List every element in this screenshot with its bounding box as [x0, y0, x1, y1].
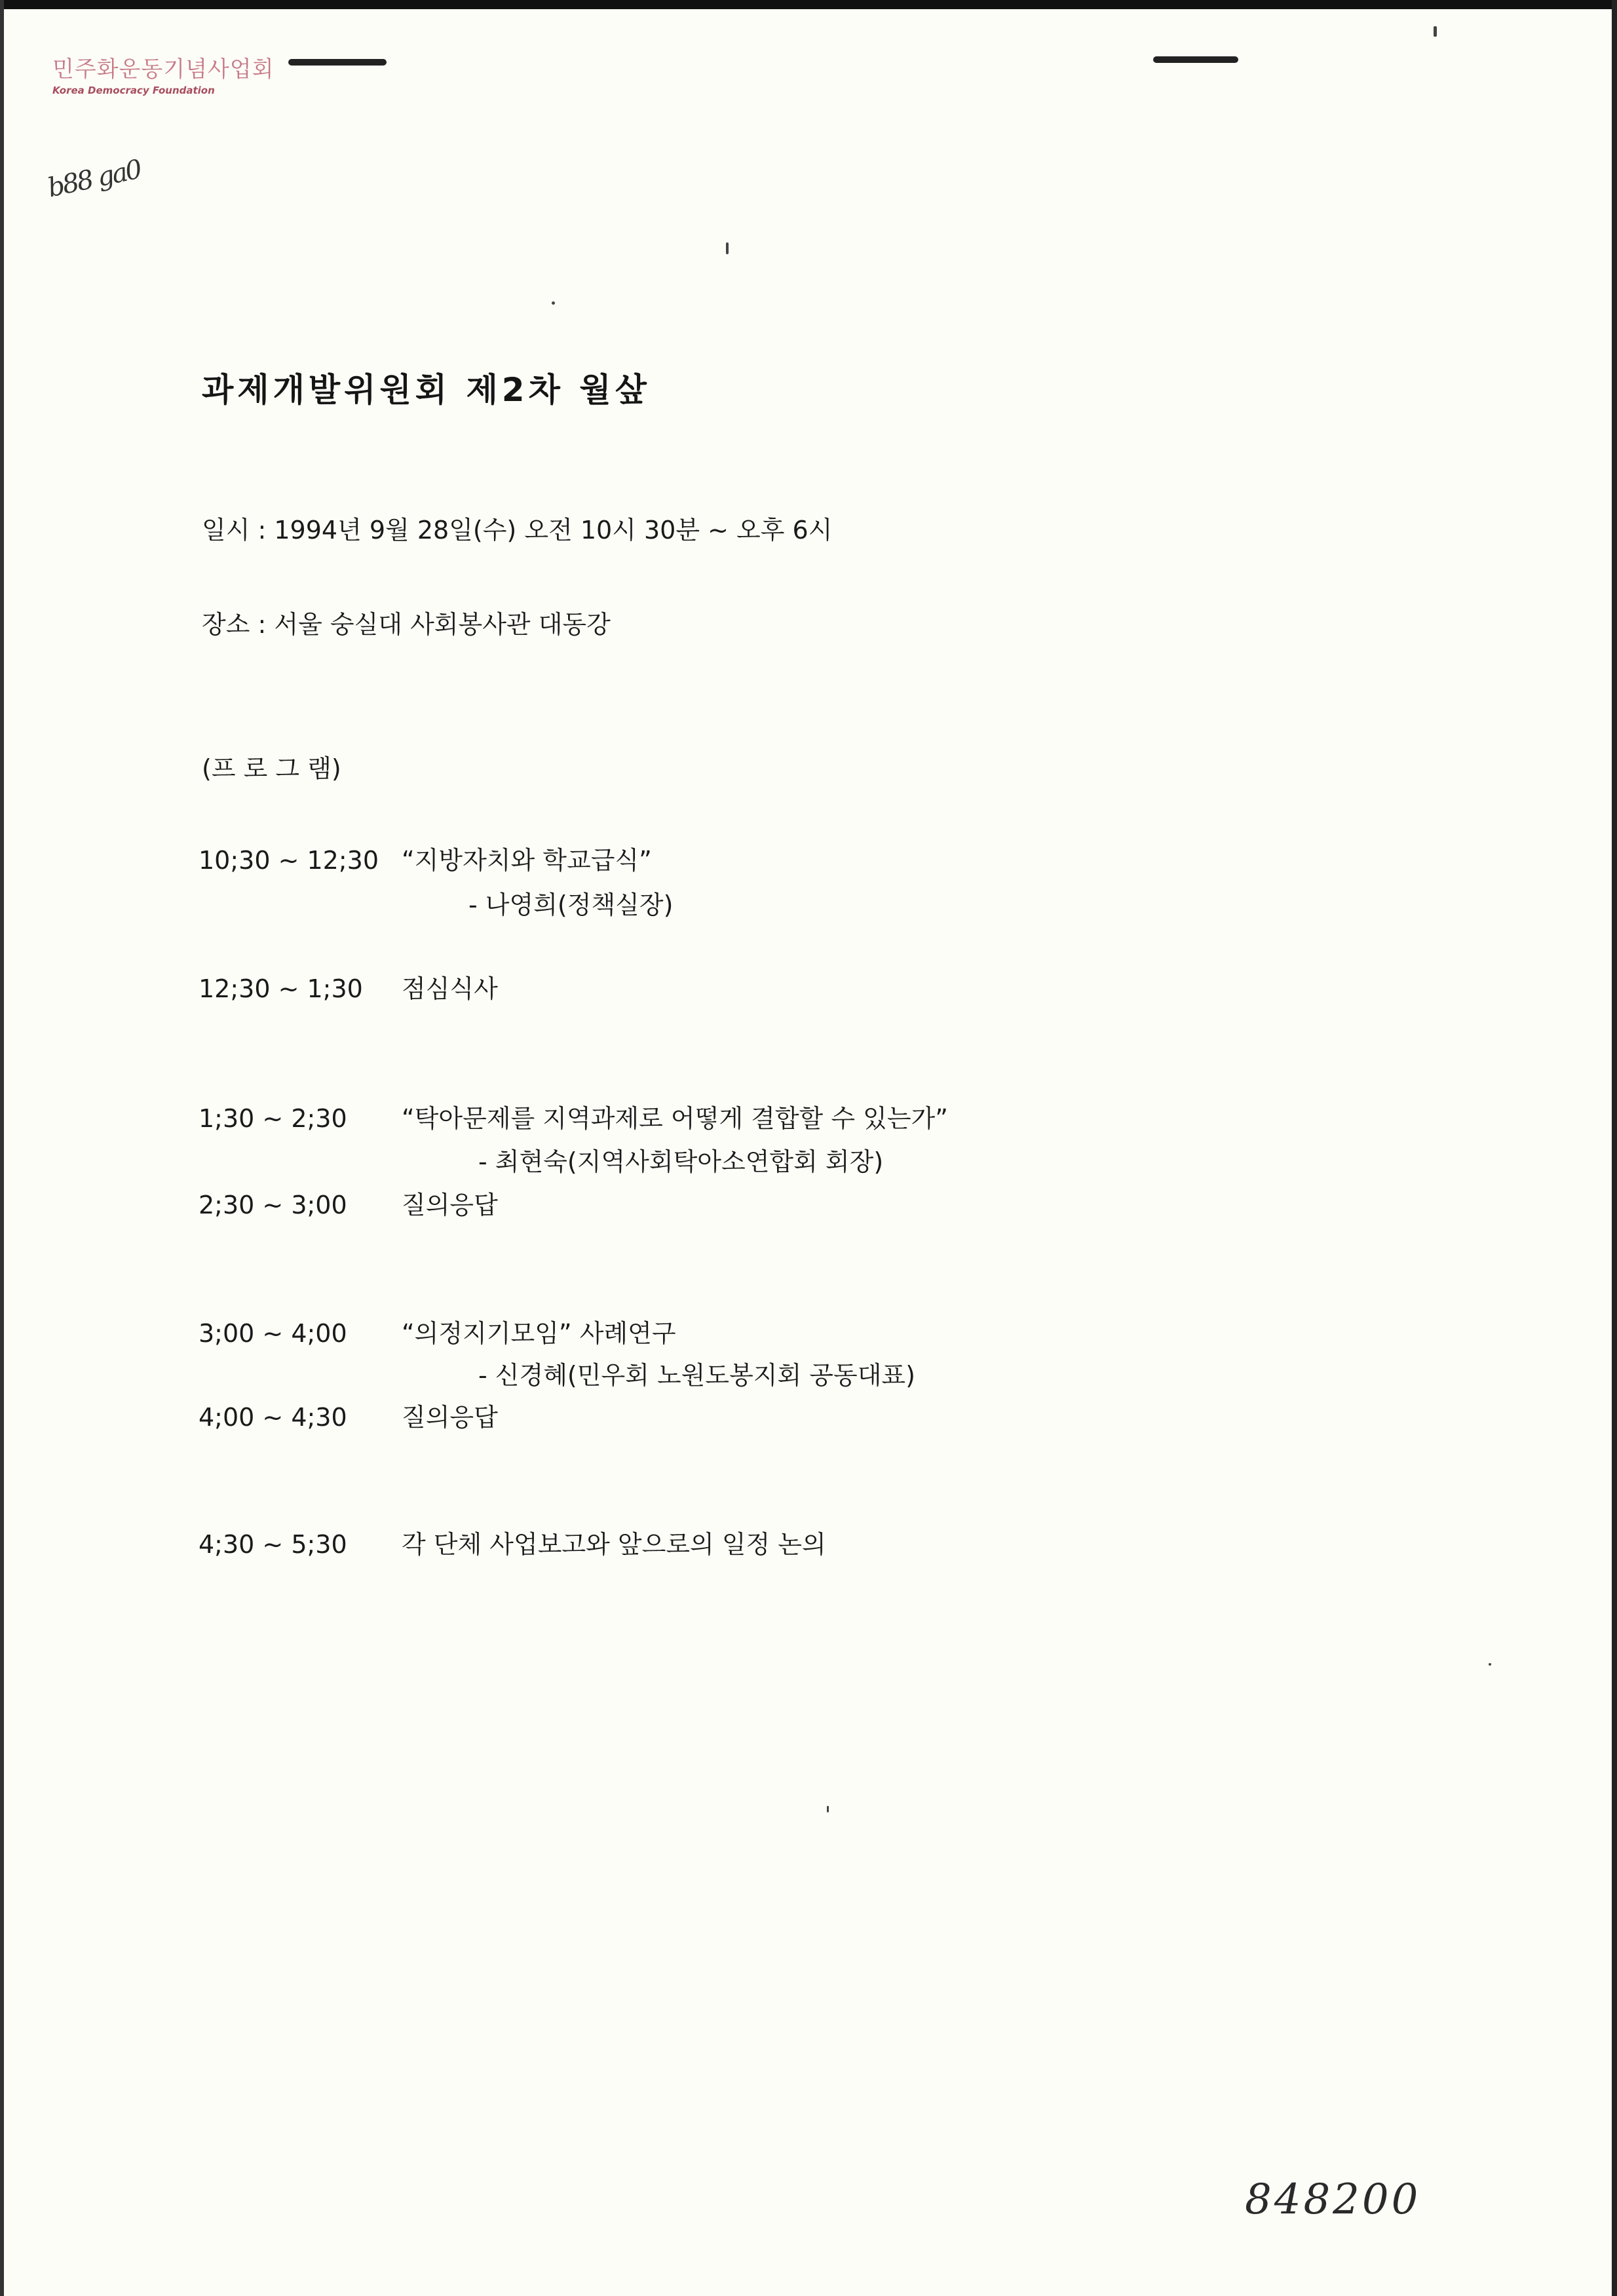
program-item: 질의응답 [402, 1191, 498, 1219]
program-row [199, 1524, 826, 1560]
program-time: 10;30 ~ 12;30 [199, 846, 379, 875]
scan-speck [552, 301, 555, 305]
program-item: 각 단체 사업보고와 앞으로의 일정 논의 [402, 1530, 826, 1559]
handwritten-document-number: 848200 [1245, 2175, 1421, 2224]
date-line: 일시 : 1994년 9월 28일(수) 오전 10시 30분 ~ 오후 6시 [202, 516, 833, 545]
program-row [199, 840, 652, 876]
program-speaker: - 신경혜(민우회 노원도봉지회 공동대표) [478, 1361, 915, 1390]
program-row [199, 1397, 498, 1433]
scan-speck [1434, 26, 1437, 37]
scan-speck [827, 1806, 829, 1812]
program-item: 질의응답 [402, 1403, 498, 1432]
program-time: 4;30 ~ 5;30 [199, 1530, 347, 1559]
scan-speck [726, 242, 729, 254]
scan-speck [1489, 1663, 1491, 1666]
scan-edge-right [1612, 0, 1617, 2296]
place-line: 장소 : 서울 숭실대 사회봉사관 대동강 [202, 610, 611, 639]
binder-mark-right [1153, 56, 1238, 63]
program-item: “지방자치와 학교급식” [402, 846, 652, 875]
program-item: 점심식사 [402, 974, 498, 1003]
program-item: “탁아문제를 지역과제로 어떻게 결합할 수 있는가” [402, 1104, 948, 1133]
program-time: 2;30 ~ 3;00 [199, 1191, 347, 1219]
program-row [199, 1098, 948, 1134]
scan-edge-top [0, 0, 1617, 9]
program-time: 4;00 ~ 4;30 [199, 1403, 347, 1432]
watermark-english: Korea Democracy Foundation [52, 85, 215, 96]
document-title: 과제개발위원회 제2차 월샆 [202, 371, 651, 409]
program-speaker: - 나영희(정책실장) [468, 890, 674, 919]
program-row [199, 1313, 676, 1349]
program-header: (프 로 그 램) [202, 754, 341, 783]
program-time: 3;00 ~ 4;00 [199, 1319, 347, 1348]
binder-mark-left [288, 59, 387, 66]
scan-edge-left [0, 0, 4, 2296]
watermark-logo [52, 51, 274, 96]
program-item: “의정지기모임” 사례연구 [402, 1319, 676, 1348]
program-row [199, 968, 498, 1004]
program-time: 12;30 ~ 1;30 [199, 974, 363, 1003]
program-time: 1;30 ~ 2;30 [199, 1104, 347, 1133]
program-row [199, 1185, 498, 1221]
program-speaker: - 최현숙(지역사회탁아소연합회 회장) [478, 1147, 884, 1176]
handwritten-note: b88 ga0 [45, 154, 143, 204]
watermark-korean: 민주화운동기념사업회 [52, 56, 275, 83]
